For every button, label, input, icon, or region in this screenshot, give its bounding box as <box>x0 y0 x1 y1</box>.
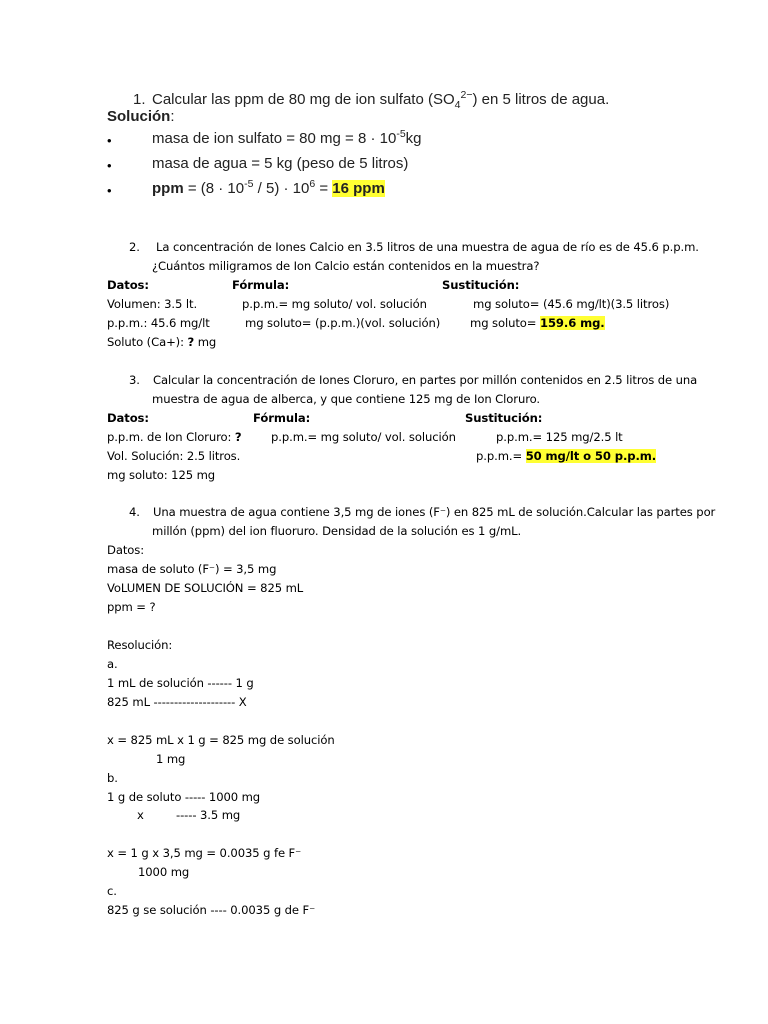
p1-bullet-2: • <box>107 158 112 173</box>
p1-b3-sup2: 6 <box>309 178 316 190</box>
p1-question-text: Calcular las ppm de 80 mg de ion sulfato (SO <box>152 91 455 108</box>
p2-row3-unit: mg <box>194 335 217 349</box>
p3-row2-sustitucion <box>476 449 656 463</box>
p4-number: 4. <box>129 505 140 519</box>
p1-solucion-colon: : <box>170 108 175 125</box>
p2-row3-datos <box>107 335 216 349</box>
p2-row2-formula: mg soluto= (p.p.m.)(vol. solución) <box>245 316 441 330</box>
p4-step-a-label: a. <box>107 657 118 671</box>
p1-number: 1. <box>133 91 146 108</box>
p1-b1-sup: -5 <box>396 128 406 140</box>
p1-solucion <box>107 108 175 125</box>
p4-step-b-line3: x = 1 g x 3,5 mg = 0.0035 g fe F⁻ <box>107 846 302 860</box>
p3-datos-header: Datos: <box>107 411 149 425</box>
p1-b2-text: masa de agua = 5 kg (peso de 5 litros) <box>152 155 409 172</box>
p3-row1-datos <box>107 430 242 444</box>
p3-question-line1: Calcular la concentración de Iones Cloruro, en partes por millón contenidos en 2.5 litros de una <box>153 373 698 387</box>
p4-step-b-line2-rest: ----- 3.5 mg <box>176 808 241 822</box>
p1-b3-sup1: -5 <box>244 178 254 190</box>
p4-question-line2: millón (ppm) del ion fluoruro. Densidad de la solución es 1 g/mL. <box>152 524 522 538</box>
p1-b3-b: / 5) · 10 <box>253 180 310 197</box>
p1-question-tail: ) en 5 litros de agua. <box>472 91 610 108</box>
p4-question-line1: Una muestra de agua contiene 3,5 mg de iones (F⁻) en 825 mL de solución.Calcular las partes por <box>153 505 716 519</box>
p2-row1-datos: Volumen: 3.5 lt. <box>107 297 198 311</box>
p1-subscript: 4 <box>454 99 461 111</box>
p2-row2-datos: p.p.m.: 45.6 mg/lt <box>107 316 210 330</box>
p2-sustitucion-header: Sustitución: <box>442 278 520 292</box>
p1-solucion-label: Solución <box>107 108 171 125</box>
p3-row1-sustitucion: p.p.m.= 125 mg/2.5 lt <box>496 430 623 444</box>
p2-question-line1: La concentración de Iones Calcio en 3.5 litros de una muestra de agua de río es de 45.6 p.p.m. <box>156 240 699 254</box>
p4-dato-3: ppm = ? <box>107 600 156 614</box>
p4-step-a-line2: 825 mL -------------------- X <box>107 695 247 709</box>
p2-row3-label: Soluto (Ca+): <box>107 335 188 349</box>
p4-step-a-line1: 1 mL de solución ------ 1 g <box>107 676 254 690</box>
p1-b3-a: = (8 · 10 <box>183 180 245 197</box>
p4-dato-1: masa de soluto (F⁻) = 3,5 mg <box>107 562 277 576</box>
p2-row3-question: ? <box>187 335 195 349</box>
p3-row1-question: ? <box>234 430 242 444</box>
p1-b1-text: masa de ion sulfato = 80 mg = 8 · 10 <box>152 130 397 147</box>
p4-step-c-label: c. <box>107 884 117 898</box>
p4-step-c-line1: 825 g se solución ---- 0.0035 g de F⁻ <box>107 903 316 917</box>
p2-formula-header: Fórmula: <box>232 278 290 292</box>
p3-sustitucion-header: Sustitución: <box>465 411 543 425</box>
p3-row2-label: p.p.m.= <box>476 449 523 463</box>
p2-row2-label: mg soluto= <box>470 316 537 330</box>
p3-answer: 50 mg/lt o 50 p.p.m. <box>525 449 657 463</box>
p3-number: 3. <box>129 373 140 387</box>
p2-answer: 159.6 mg. <box>540 316 605 330</box>
p2-row1-sustitucion: mg soluto= (45.6 mg/lt)(3.5 litros) <box>473 297 670 311</box>
p1-b3-c: = <box>315 180 333 197</box>
p1-bullet-1-text <box>152 130 422 147</box>
p4-step-b-line1: 1 g de soluto ----- 1000 mg <box>107 790 261 804</box>
p4-dato-2: VoLUMEN DE SOLUCIÓN = 825 mL <box>107 581 304 595</box>
p4-step-a-line3: x = 825 mL x 1 g = 825 mg de solución <box>107 733 335 747</box>
p1-b3-bold: ppm <box>152 180 184 197</box>
p4-step-b-line4: 1000 mg <box>138 865 190 879</box>
p2-number: 2. <box>129 240 140 254</box>
p3-formula-header: Fórmula: <box>253 411 311 425</box>
p3-row1-label: p.p.m. de Ion Cloruro: <box>107 430 235 444</box>
p4-datos: Datos: <box>107 543 145 557</box>
p4-step-b-label: b. <box>107 771 118 785</box>
p4-step-b-line2-x: x <box>137 808 144 822</box>
p1-b1-tail: kg <box>405 130 422 147</box>
p4-step-a-line4: 1 mg <box>156 752 186 766</box>
p3-row2-datos: Vol. Solución: 2.5 litros. <box>107 449 241 463</box>
p1-bullet-3: • <box>107 183 112 198</box>
p1-superscript: 2− <box>460 89 473 101</box>
p4-resolucion: Resolución: <box>107 638 173 652</box>
p2-row1-formula: p.p.m.= mg soluto/ vol. solución <box>242 297 427 311</box>
p1-answer: 16 ppm <box>332 180 385 197</box>
p3-row3-datos: mg soluto: 125 mg <box>107 468 216 482</box>
p1-bullet-3-text <box>152 180 385 197</box>
p1-question <box>152 89 610 111</box>
p3-row1-formula: p.p.m.= mg soluto/ vol. solución <box>271 430 456 444</box>
p3-question-line2: muestra de agua de alberca, y que contiene 125 mg de Ion Cloruro. <box>152 392 540 406</box>
p2-question-line2: ¿Cuántos miligramos de Ion Calcio están contenidos en la muestra? <box>152 259 540 273</box>
p1-bullet-1: • <box>107 133 112 148</box>
p2-row2-sustitucion <box>470 316 605 330</box>
p2-datos-header: Datos: <box>107 278 149 292</box>
